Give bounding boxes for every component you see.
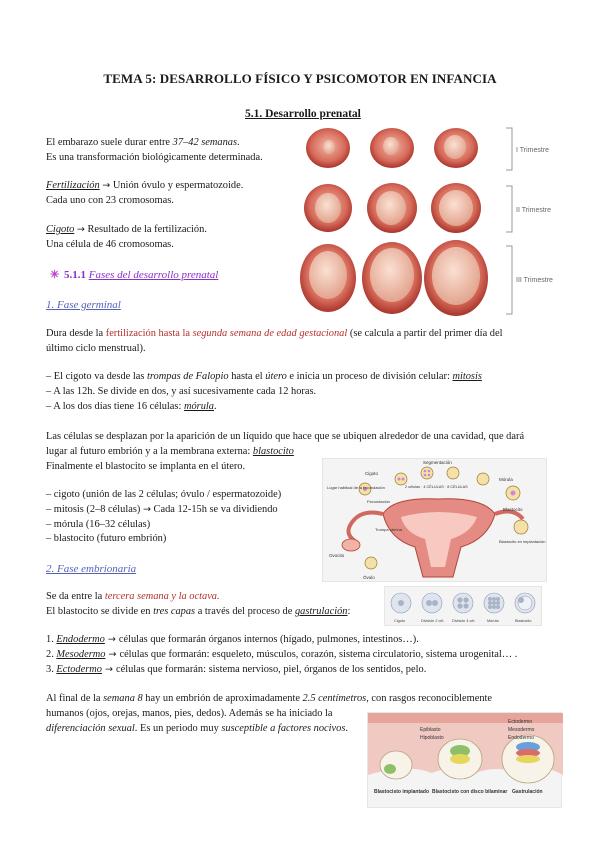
- cigoto-block: Cigoto → Resultado de la fertilización. Una célula de 46 cromosomas.: [46, 224, 207, 250]
- gastrulation-illustration: [368, 713, 563, 809]
- germinal-stages-list: [46, 488, 346, 547]
- fase-embrionaria-intro: Se da entre la tercera semana y la octava. El blastocito se divide en tres capas a través del proceso de gastrulación:: [46, 591, 351, 617]
- arrow-icon: →: [102, 180, 111, 191]
- list-item: 1. Endodermo → células que formarán órganos internos (hígado, pulmones, intestinos…).: [46, 634, 419, 645]
- section-title: 5.1. Desarrollo prenatal: [245, 108, 361, 120]
- list-item: – mitosis (2–8 células) → Cada 12-15h se va dividiendo: [46, 503, 278, 515]
- svg-text:Blastocito en implantación: Blastocito en implantación: [499, 539, 546, 544]
- svg-text:Blastocito: Blastocito: [515, 619, 532, 623]
- intro-block: El embarazo suele durar entre 37–42 semanas. Es una transformación biológicamente determinada.: [46, 137, 263, 163]
- svg-text:Mórula: Mórula: [499, 477, 513, 482]
- term-fertilizacion: Fertilización: [46, 180, 100, 191]
- svg-text:Fecundación: Fecundación: [367, 499, 390, 504]
- svg-text:Gastrulación: Gastrulación: [512, 789, 543, 795]
- list-item: 3. Ectodermo → células que formarán: sistema nervioso, piel, órganos de los sentidos, pelo.: [46, 663, 427, 675]
- list-item: – blastocito (futuro embrión): [46, 533, 167, 545]
- fases-heading: ✳ 5.1.1 Fases del desarrollo prenatal: [50, 269, 219, 281]
- svg-text:Cigoto: Cigoto: [365, 471, 379, 476]
- svg-text:2 células · 4 CÉLULAS · 8 CÉLU: 2 células · 4 CÉLULAS · 8 CÉLULAS: [405, 485, 468, 489]
- svg-text:Trompa uterina: Trompa uterina: [375, 527, 402, 532]
- trimester-figure: [288, 120, 588, 320]
- svg-text:Mesodermo: Mesodermo: [508, 727, 535, 733]
- svg-text:Óvulo: Óvulo: [363, 575, 375, 580]
- list-item: – mórula (16–32 células): [46, 518, 151, 530]
- list-item: – A las 12h. Se divide en dos, y así sucesivamente cada 12 horas.: [46, 385, 317, 397]
- svg-text:Mórula: Mórula: [487, 619, 499, 623]
- cell-stages-strip: [384, 586, 542, 626]
- star-icon: ✳: [50, 269, 60, 281]
- fase-embrionaria-final: Al final de la semana 8 hay un embrión de aproximadamente 2.5 centímetros, con rasgos reconociblemente humanos (ojos, orejas, manos, pies, dedos). Además se ha iniciado la diferenciación sexual. Es un periodo muy susceptible a factores nocivos.: [46, 693, 493, 734]
- uterus-illustration: [323, 459, 548, 583]
- list-item: – El cigoto va desde las trompas de Falopio hasta el útero e inicia un proceso de división celular: mitosis: [46, 371, 482, 382]
- trimester-label-3: III Trimestre: [516, 277, 553, 284]
- trimester-label-2: II Trimestre: [516, 207, 552, 214]
- fase-embrionaria-heading: 2. Fase embrionaria: [46, 563, 137, 575]
- fase-germinal-heading: 1. Fase germinal: [46, 299, 121, 311]
- svg-text:Blastocito: Blastocito: [503, 507, 523, 512]
- fetus-development-illustration: [288, 120, 588, 320]
- svg-text:División 4 cél.: División 4 cél.: [452, 619, 476, 623]
- term-cigoto: Cigoto: [46, 224, 75, 235]
- page-title: TEMA 5: DESARROLLO FÍSICO Y PSICOMOTOR EN INFANCIA: [103, 71, 497, 86]
- svg-text:Blastocisto implantado: Blastocisto implantado: [374, 789, 430, 795]
- svg-text:División 2 cél.: División 2 cél.: [421, 619, 445, 623]
- blastocito-paragraph: Las células se desplazan por la aparición de un líquido que hace que se ubiquen alrededor de una cavidad, que dará lugar al futuro embrión y a la membrana externa: blastocito Finalmente el blastocito se implanta en el útero.: [46, 431, 525, 472]
- fertilizacion-block: Fertilización → Unión óvulo y espermatozoide. Cada uno con 23 cromosomas.: [46, 180, 244, 206]
- svg-text:Segmentación: Segmentación: [423, 460, 452, 465]
- fase-germinal-bullets: [46, 370, 566, 414]
- trimester-label-1: I Trimestre: [516, 147, 550, 154]
- svg-text:Blastocisto con disco bilamina: Blastocisto con disco bilaminar: [432, 789, 508, 795]
- svg-text:Hipoblasto: Hipoblasto: [420, 735, 444, 741]
- list-item: 2. Mesodermo → células que formarán: esqueleto, músculos, corazón, sistema circulatorio, sistema urogenital… .: [46, 648, 518, 660]
- svg-text:Lugar habitual de la fecundaci: Lugar habitual de la fecundación: [327, 485, 385, 490]
- list-item: – cigoto (unión de las 2 células; óvulo / espermatozoide): [46, 489, 282, 500]
- svg-text:Ovocito: Ovocito: [329, 553, 345, 558]
- svg-text:Epiblasto: Epiblasto: [420, 727, 441, 733]
- svg-text:Endodermo: Endodermo: [508, 735, 534, 741]
- list-item: – A los dos días tiene 16 células: mórula.: [46, 400, 217, 412]
- germ-layers-list: [46, 633, 566, 677]
- arrow-icon: →: [142, 503, 151, 515]
- gastrulation-figure: [367, 712, 562, 808]
- cell-stages-illustration: [385, 587, 543, 627]
- arrow-icon: →: [76, 224, 85, 235]
- svg-text:Cigoto: Cigoto: [394, 619, 405, 623]
- svg-text:Ectodermo: Ectodermo: [508, 719, 533, 725]
- germinal-phase-figure: [322, 458, 547, 582]
- fase-germinal-paragraph: Dura desde la fertilización hasta la segunda semana de edad gestacional (se calcula a partir del primer día del último ciclo menstrual).: [46, 328, 503, 354]
